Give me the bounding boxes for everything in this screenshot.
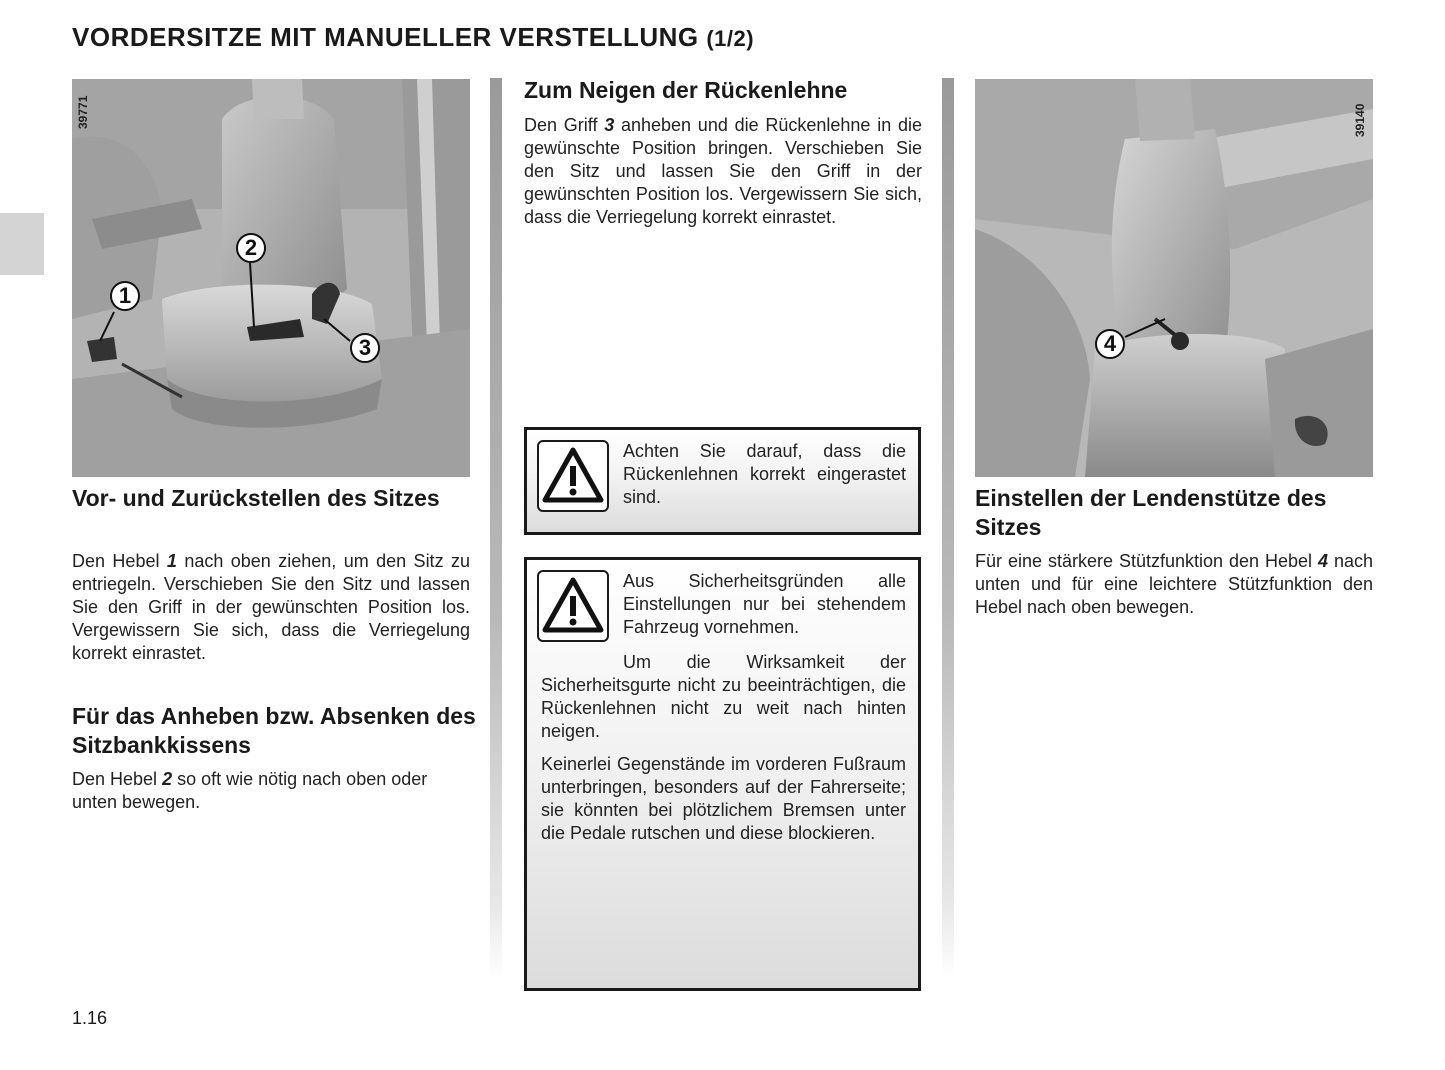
warning-box-backrest xyxy=(524,427,921,535)
text-backrest-tilt: Den Griff 3 anheben und die Rückenlehne in die gewünschte Position bringen. Verschieben Sie den Sitz und lassen Sie den Griff in der gewünschten Position los. Vergewissern Sie sich, dass die Verriegelung korrekt einrastet. xyxy=(524,115,922,227)
lumbar-illustration xyxy=(975,79,1373,477)
page-title: VORDERSITZE MIT MANUELLER VERSTELLUNG (1/2) xyxy=(72,22,755,52)
ref-lever-4: 4 xyxy=(1317,551,1328,571)
figure-code: 39771 xyxy=(76,95,90,129)
side-tab xyxy=(0,213,44,275)
figure-code: 39140 xyxy=(1353,103,1367,137)
callout-2: 2 xyxy=(236,233,266,263)
ref-handle-3: 3 xyxy=(604,115,615,135)
ref-lever-1: 1 xyxy=(166,551,177,571)
page-number: 1.16 xyxy=(72,1008,108,1028)
heading-cushion-height: Für das Anheben bzw. Absenken des Sitzbankkissens xyxy=(72,703,476,758)
heading-lumbar-support: Einstellen der Lendenstütze des Sitzes xyxy=(975,485,1327,540)
text-lumbar-support: Für eine stärkere Stützfunktion den Hebel 4 nach unten und für eine leichtere Stützfunktion den Hebel nach oben bewegen. xyxy=(975,551,1373,617)
warning-triangle-icon xyxy=(537,570,609,642)
callout-3: 3 xyxy=(350,333,380,363)
callout-1: 1 xyxy=(110,281,140,311)
text-cushion-height: Den Hebel 2 so oft wie nötig nach oben oder unten bewegen. xyxy=(72,769,428,812)
ref-lever-2: 2 xyxy=(162,769,173,789)
seat-adjustment-figure xyxy=(72,79,470,477)
warning-text-footwell: Keinerlei Gegenstände im vorderen Fußraum unterbringen, besonders auf der Fahrerseite; sie könnten bei plötzlichem Bremsen unter die Pedale rutschen und diese blockieren. xyxy=(541,754,906,843)
warning-text-backrest: Achten Sie darauf, dass die Rückenlehnen korrekt eingerastet sind. xyxy=(623,441,906,507)
callout-4: 4 xyxy=(1095,329,1125,359)
page-title-suffix: (1/2) xyxy=(706,26,755,51)
warning-text-stationary: Aus Sicherheitsgründen alle Einstellungen nur bei stehendem Fahrzeug vornehmen. xyxy=(623,571,906,637)
lumbar-support-figure xyxy=(975,79,1373,477)
seat-illustration xyxy=(72,79,470,477)
heading-seat-slide: Vor- und Zurückstellen des Sitzes xyxy=(72,485,440,511)
column-divider-right xyxy=(942,78,954,978)
text-seat-slide: Den Hebel 1 nach oben ziehen, um den Sitz zu entriegeln. Verschieben Sie den Sitz und lassen Sie den Griff in der gewünschten Position los. Vergewissern Sie sich, dass die Verriegelung korrekt einrastet. xyxy=(72,551,470,663)
warning-triangle-icon xyxy=(537,440,609,512)
warning-text-seatbelt: Um die Wirksamkeit der Sicherheitsgurte nicht zu beeinträchtigen, die Rückenlehnen nicht zu weit nach hinten neigen. xyxy=(541,652,906,741)
column-divider-left xyxy=(490,78,502,978)
warning-box-safety xyxy=(524,557,921,991)
heading-backrest-tilt: Zum Neigen der Rückenlehne xyxy=(524,77,848,103)
